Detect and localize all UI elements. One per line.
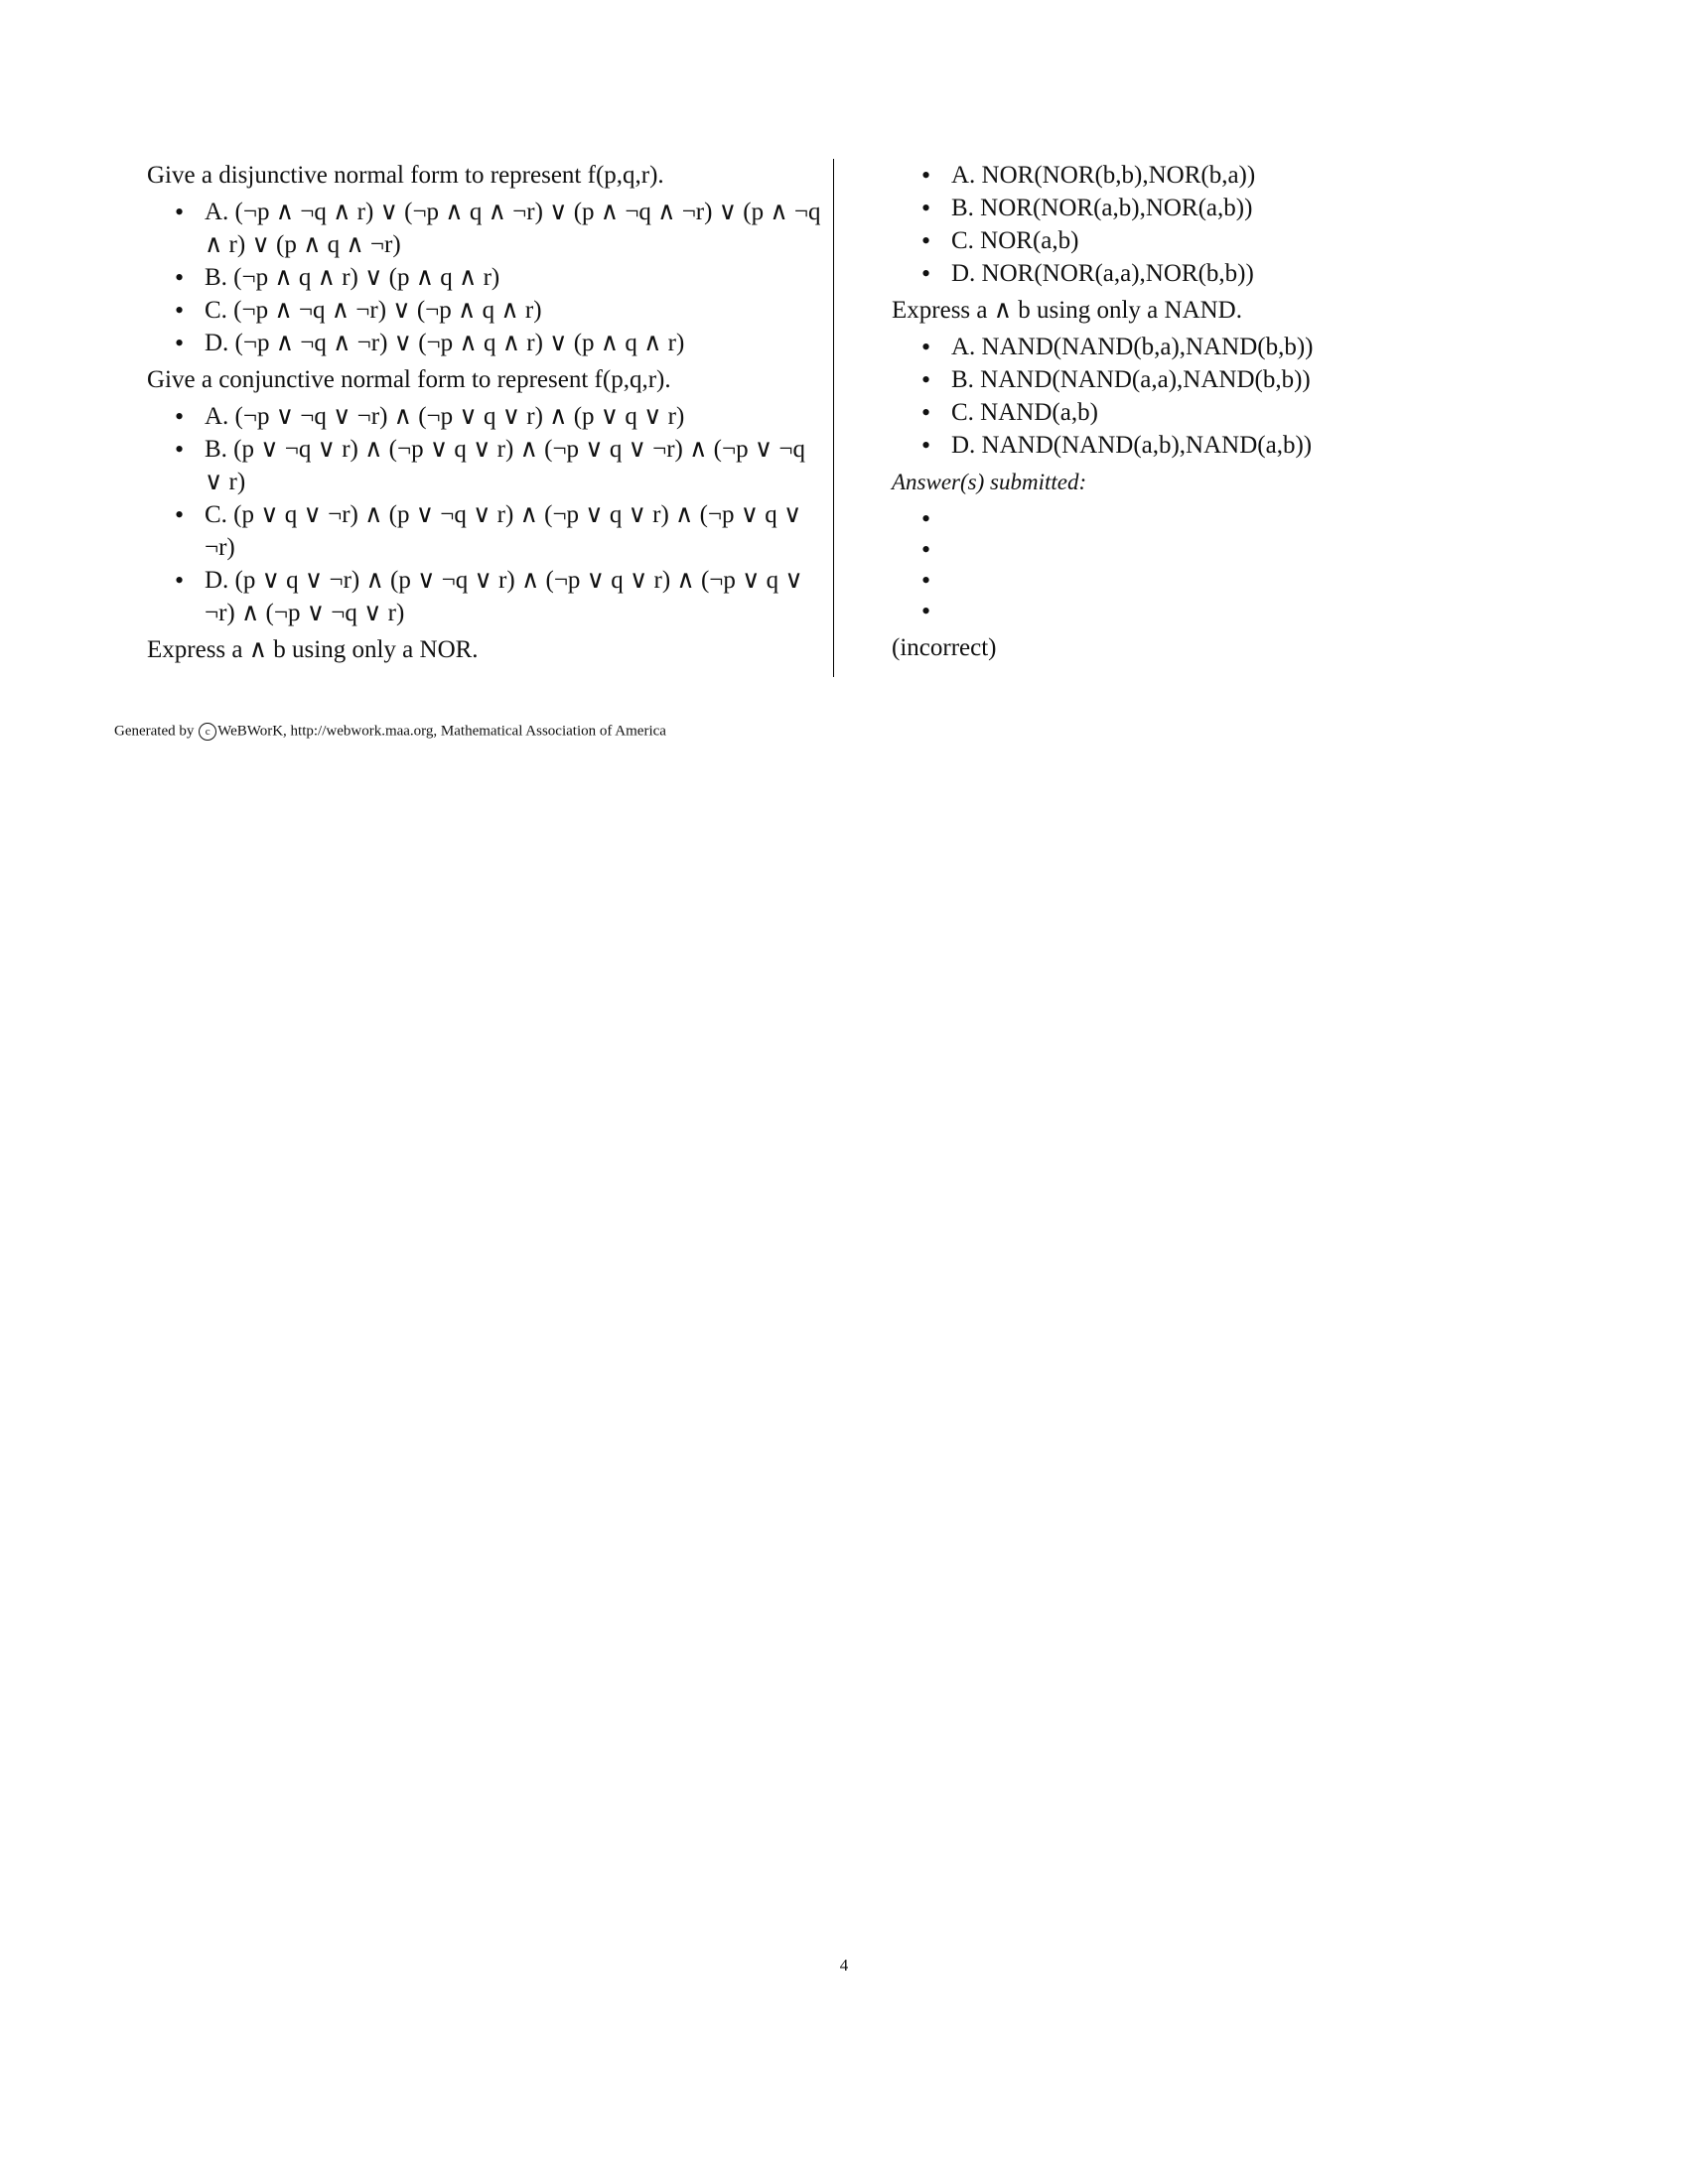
question-dnf-options (147, 196, 822, 359)
option-b: • B. (p ∨ ¬q ∨ r) ∧ (¬p ∨ q ∨ r) ∧ (¬p ∨ q ∨ ¬r) ∧ (¬p ∨ ¬q ∨ r) (205, 433, 822, 498)
right-column (892, 159, 1408, 664)
question-nand-prompt: Express a ∧ b using only a NAND. (892, 297, 1242, 324)
submitted-answer (951, 595, 1408, 625)
option-a: • A. NOR(NOR(b,b),NOR(b,a)) (951, 159, 1408, 192)
option-d: • D. NOR(NOR(a,a),NOR(b,b)) (951, 257, 1408, 290)
option-a: • A. (¬p ∨ ¬q ∨ ¬r) ∧ (¬p ∨ q ∨ r) ∧ (p ∨ q ∨ r) (205, 400, 822, 433)
option-d: • D. (p ∨ q ∨ ¬r) ∧ (p ∨ ¬q ∨ r) ∧ (¬p ∨ q ∨ r) ∧ (¬p ∨ q ∨ ¬r) ∧ (¬p ∨ ¬q ∨ r) (205, 564, 822, 629)
option-b: • B. NOR(NOR(a,b),NOR(a,b)) (951, 192, 1408, 224)
footer-prefix: Generated by (114, 723, 195, 740)
option-c: • C. (p ∨ q ∨ ¬r) ∧ (p ∨ ¬q ∨ r) ∧ (¬p ∨ q ∨ r) ∧ (¬p ∨ q ∨ ¬r) (205, 498, 822, 564)
option-c: • C. NAND(a,b) (951, 396, 1408, 429)
column-divider (833, 159, 834, 677)
submitted-answer (951, 533, 1408, 564)
answer-status: (incorrect) (892, 634, 997, 661)
answers-submitted-label: Answer(s) submitted: (892, 470, 1087, 494)
question-cnf-options (147, 400, 822, 629)
option-c: • C. NOR(a,b) (951, 224, 1408, 257)
option-d: • D. NAND(NAND(a,b),NAND(a,b)) (951, 429, 1408, 462)
footer-text: WeBWorK, http://webwork.maa.org, Mathematical Association of America (217, 723, 666, 740)
option-d: • D. (¬p ∧ ¬q ∧ ¬r) ∨ (¬p ∧ q ∧ r) ∨ (p ∧ q ∧ r) (205, 327, 822, 359)
option-c: • C. (¬p ∧ ¬q ∧ ¬r) ∨ (¬p ∧ q ∧ r) (205, 294, 822, 327)
option-b: • B. NAND(NAND(a,a),NAND(b,b)) (951, 363, 1408, 396)
footer (114, 723, 666, 741)
question-dnf-prompt: Give a disjunctive normal form to represent f(p,q,r). (147, 162, 664, 189)
submitted-answer (951, 564, 1408, 595)
option-a: • A. NAND(NAND(b,a),NAND(b,b)) (951, 331, 1408, 363)
question-nand-options (892, 331, 1408, 462)
submitted-answer (951, 502, 1408, 533)
copyright-icon: c (199, 723, 216, 741)
left-column (147, 159, 822, 666)
page-number: 4 (839, 1956, 849, 1975)
option-b: • B. (¬p ∧ q ∧ r) ∨ (p ∧ q ∧ r) (205, 261, 822, 294)
option-a: • A. (¬p ∧ ¬q ∧ r) ∨ (¬p ∧ q ∧ ¬r) ∨ (p ∧ ¬q ∧ ¬r) ∨ (p ∧ ¬q ∧ r) ∨ (p ∧ q ∧ ¬r) (205, 196, 822, 261)
question-nor-options (892, 159, 1408, 290)
submitted-answers-list (892, 502, 1408, 625)
question-nor-prompt: Express a ∧ b using only a NOR. (147, 636, 479, 663)
question-cnf-prompt: Give a conjunctive normal form to represent f(p,q,r). (147, 366, 671, 393)
